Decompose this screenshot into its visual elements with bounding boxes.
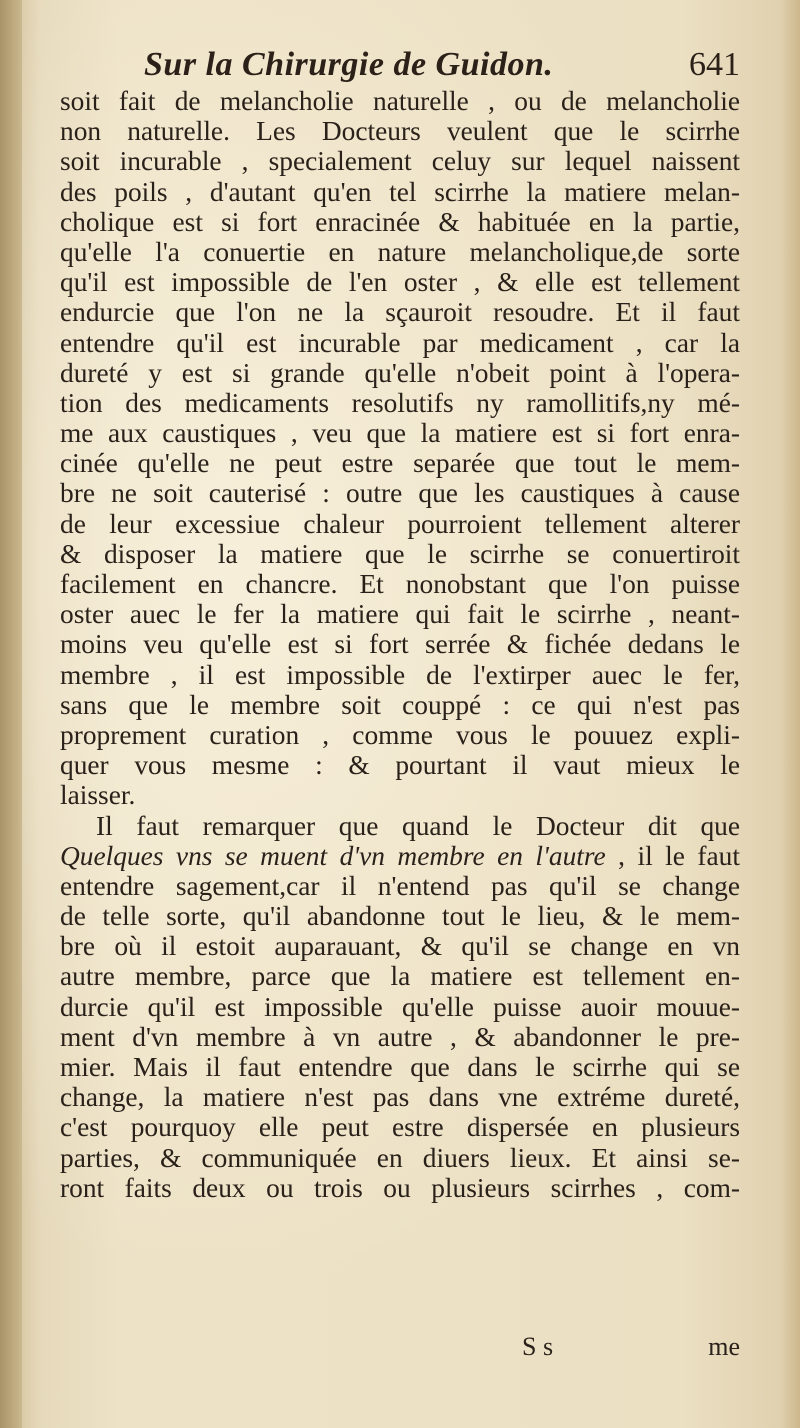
text-line: cinée qu'elle ne peut estre separée que tout le mem- bbox=[60, 448, 740, 479]
text-line: quer vous mesme : & pourtant il vaut mieux le bbox=[60, 750, 740, 781]
text-line: cholique est si fort enracinée & habituée en la partie, bbox=[60, 206, 740, 237]
text-span: , il le faut bbox=[618, 840, 740, 871]
text-line: entendre sagement,car il n'entend pas qu'il se change bbox=[60, 870, 740, 901]
text-line: c'est pourquoy elle peut estre dispersée en plusieurs bbox=[60, 1112, 740, 1143]
page-gutter bbox=[0, 0, 22, 1428]
text-line: sans que le membre soit couppé : ce qui n'est pas bbox=[60, 689, 740, 720]
text-line: dureté y est si grande qu'elle n'obeit point à l'opera- bbox=[60, 357, 740, 388]
quoted-text: Quelques vns se muent d'vn membre en l'autre bbox=[60, 840, 606, 871]
quoted-text-line bbox=[60, 841, 740, 871]
text-line: parties, & communiquée en diuers lieux. Et ainsi se- bbox=[60, 1142, 740, 1173]
text-line: change, la matiere n'est pas dans vne extréme dureté, bbox=[60, 1082, 740, 1113]
text-line: entendre qu'il est incurable par medicament , car la bbox=[60, 327, 740, 358]
page-number: 641 bbox=[689, 46, 740, 83]
text-line: soit incurable , specialement celuy sur lequel naissent bbox=[60, 146, 740, 177]
running-title: Sur la Chirurgie de Guidon. bbox=[144, 46, 554, 83]
text-line: non naturelle. Les Docteurs veulent que le scirrhe bbox=[60, 116, 740, 147]
text-line: laisser. bbox=[60, 780, 136, 811]
text-line: autre membre, parce que la matiere est tellement en- bbox=[60, 961, 740, 992]
catchword: me bbox=[708, 1332, 740, 1361]
paragraph-start-line: Il faut remarquer que quand le Docteur dit que bbox=[96, 810, 740, 841]
text-line: de telle sorte, qu'il abandonne tout le lieu, & le mem- bbox=[60, 901, 740, 932]
text-line: ment d'vn membre à vn autre , & abandonner le pre- bbox=[60, 1021, 740, 1052]
text-line: qu'il est impossible de l'en oster , & elle est tellement bbox=[60, 267, 740, 298]
text-line: bre ne soit cauterisé : outre que les caustiques à cause bbox=[60, 478, 740, 509]
text-line: qu'elle l'a conuertie en nature melancholique,de sorte bbox=[60, 236, 740, 267]
text-line: bre où il estoit auparauant, & qu'il se change en vn bbox=[60, 931, 740, 962]
text-line: me aux caustiques , veu que la matiere est si fort enra- bbox=[60, 418, 740, 449]
text-line: tion des medicaments resolutifs ny ramollitifs,ny mé- bbox=[60, 387, 740, 418]
text-line: de leur excessiue chaleur pourroient tellement alterer bbox=[60, 508, 740, 539]
text-line: moins veu qu'elle est si fort serrée & fichée dedans le bbox=[60, 629, 740, 660]
page-header bbox=[60, 46, 740, 90]
page-footer bbox=[60, 1332, 740, 1364]
body-text bbox=[60, 86, 740, 1203]
text-line: ront faits deux ou trois ou plusieurs scirrhes , com- bbox=[60, 1172, 740, 1203]
text-line: durcie qu'il est impossible qu'elle puisse auoir mouue- bbox=[60, 991, 740, 1022]
text-line: & disposer la matiere que le scirrhe se conuertiroit bbox=[60, 538, 740, 569]
text-line: proprement curation , comme vous le pouuez expli- bbox=[60, 719, 740, 750]
signature-mark: S s bbox=[522, 1332, 554, 1361]
text-line: membre , il est impossible de l'extirper auec le fer, bbox=[60, 659, 740, 690]
text-line: des poils , d'autant qu'en tel scirrhe la matiere melan- bbox=[60, 176, 740, 207]
text-line: endurcie que l'on ne la sçauroit resoudre. Et il faut bbox=[60, 297, 740, 328]
text-line: oster auec le fer la matiere qui fait le scirrhe , neant- bbox=[60, 599, 740, 630]
text-line: mier. Mais il faut entendre que dans le scirrhe qui se bbox=[60, 1052, 740, 1082]
text-line: soit fait de melancholie naturelle , ou de melancholie bbox=[60, 86, 740, 116]
text-line: facilement en chancre. Et nonobstant que l'on puisse bbox=[60, 569, 740, 599]
